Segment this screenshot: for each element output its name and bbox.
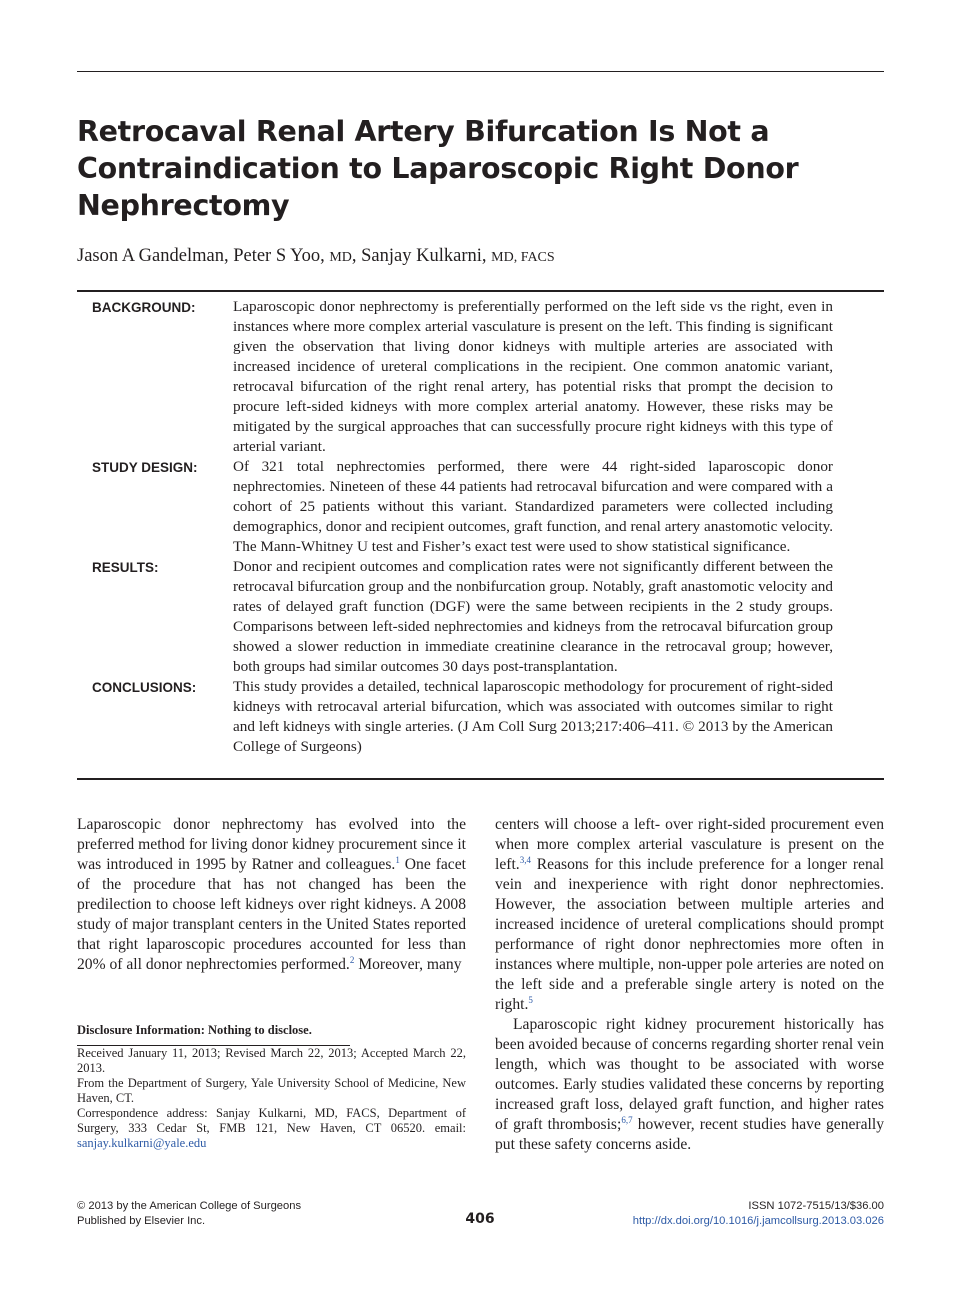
footer-right [633, 1199, 884, 1229]
citation-ref[interactable]: 1 [395, 854, 400, 865]
citation-ref[interactable]: 6,7 [621, 1114, 633, 1125]
abstract-label: BACKGROUND: [92, 300, 196, 315]
abstract-text: Of 321 total nephrectomies performed, there were 44 right-sided laparoscopic donor nephrectomies. Nineteen of these 44 patients had retrocaval bifurcation and were compared with a cohort of 25 patients without this variant. Standardized parameters were collected including demographics, donor and recipient outcomes, graft function, and renal artery anastomotic velocity. The Mann-Whitney U test and Fisher’s exact test were used to show statistical significance. [233, 458, 833, 555]
citation-ref[interactable]: 3,4 [519, 854, 531, 865]
publisher: Published by Elsevier Inc. [77, 1215, 206, 1227]
doi-link[interactable]: http://dx.doi.org/10.1016/j.jamcollsurg.2013.03.026 [632, 1215, 884, 1227]
copyright: © 2013 by the American College of Surgeons [77, 1200, 302, 1212]
author-degree: MD [329, 250, 352, 265]
abstract-label: CONCLUSIONS: [92, 680, 197, 695]
abstract-section-study-design [77, 457, 884, 557]
author-name: Jason A Gandelman [77, 246, 224, 266]
author-name: Peter S Yoo [233, 246, 321, 266]
affiliation: From the Department of Surgery, Yale University School of Medicine, New Haven, CT. [77, 1076, 466, 1105]
disclosure-statement: Disclosure Information: Nothing to disclose. [77, 1022, 350, 1046]
body-column-right [495, 815, 884, 1155]
body-paragraph: Laparoscopic right kidney procurement historically has been avoided because of concerns regarding shorter renal vein length, which was thought to be associated with worse outcomes. Early studies validated these concerns by reporting increased graft loss, delayed graft function, and higher rates of graft thrombosis;$^{6,7}$ however, recent studies have generally put these safety concerns aside. [495, 1016, 884, 1153]
citation-ref[interactable]: 2 [349, 954, 355, 965]
top-rule [77, 71, 884, 72]
abstract-label: STUDY DESIGN: [92, 460, 198, 475]
abstract-section-results [77, 557, 884, 677]
abstract-bottom-rule [77, 778, 884, 780]
abstract-text: This study provides a detailed, technical laparoscopic methodology for procurement of right-sided kidneys with retrocaval arterial bifurcation, which was associated with outcomes similar to right and left kidneys with single arteries. (J Am Coll Surg 2013;217:406–411. © 2013 by the American College of Surgeons) [233, 678, 833, 755]
issn: ISSN 1072-7515/13/$36.00 [748, 1200, 884, 1212]
body-column-left [77, 815, 466, 975]
body-paragraph: centers will choose a left- over right-sided procurement even when more complex arterial vasculature is present on the left.$^{3,4}$ Reasons for this include preference for a longer renal vein and inexperience with right donor nephrectomies. However, the association between multiple arteries and increased incidence of ureteral complications should prompt performance of right donor nephrectomies more often in instances where multiple, non-upper pole arteries are noted on the left side and a preferable single artery is noted on the right.$^5$ [495, 816, 884, 1013]
abstract-top-rule [77, 290, 884, 292]
received-dates: Received January 11, 2013; Revised March 22, 2013; Accepted March 22, 2013. [77, 1046, 466, 1075]
author-degree: MD, FACS [491, 250, 555, 265]
abstract-section-conclusions [77, 677, 884, 757]
author-name: Sanjay Kulkarni [361, 246, 482, 266]
article-info [77, 1046, 466, 1151]
author-list: Jason A Gandelman, Peter S Yoo, MD, Sanjay Kulkarni, MD, FACS [77, 246, 555, 266]
article-title: Retrocaval Renal Artery Bifurcation Is Not a Contraindication to Laparoscopic Right Donor Nephrectomy [77, 115, 799, 222]
abstract-text: Donor and recipient outcomes and complication rates were not significantly different between the retrocaval bifurcation group and the nonbifurcation group. Notably, graft anastomotic velocity and rates of delayed graft function (DGF) were the same between recipients in the 2 study groups. Comparisons between left-sided nephrectomies and kidneys from the retrocaval bifurcation group showed a slower reduction in immediate creatinine clearance in the retrocaval group; however, both groups had similar outcomes 30 days post-transplantation. [233, 558, 833, 675]
citation-ref[interactable]: 5 [528, 994, 533, 1005]
correspondence: Correspondence address: Sanjay Kulkarni, MD, FACS, Department of Surgery, 333 Cedar St, FMB 121, New Haven, CT 06520. email: sanjay.kulkarni@yale.edu [77, 1106, 466, 1150]
email-link[interactable]: sanjay.kulkarni@yale.edu [77, 1136, 207, 1150]
page-number: 406 [465, 1211, 495, 1227]
abstract-label: RESULTS: [92, 560, 159, 575]
abstract-text: Laparoscopic donor nephrectomy is preferentially performed on the left side vs the right, even in instances where more complex arterial vasculature is present on the left. This finding is significant given the observation that living donor kidneys with multiple arteries are associated with increased incidence of ureteral complications in the recipient. One common anatomic variant, retrocaval bifurcation of the right renal artery, has potential risks that prompt the decision to procure left-sided kidneys with more complex arterial anatomy. However, these risks may be mitigated by the surgical approaches that can successfully procure right kidneys with this type of arterial variant. [233, 298, 833, 455]
abstract-section-background [77, 297, 884, 457]
body-paragraph: Laparoscopic donor nephrectomy has evolved into the preferred method for living donor kidney procurement since it was introduced in 1995 by Ratner and colleagues.$^1$ One facet of the procedure that has not changed has been the predilection to choose left kidneys over right kidneys. A 2008 study of major transplant centers in the United States reported that right laparoscopic procedures accounted for less than 20% of all donor nephrectomies performed.$^2$ Moreover, many [77, 816, 466, 973]
abstract [77, 297, 884, 757]
